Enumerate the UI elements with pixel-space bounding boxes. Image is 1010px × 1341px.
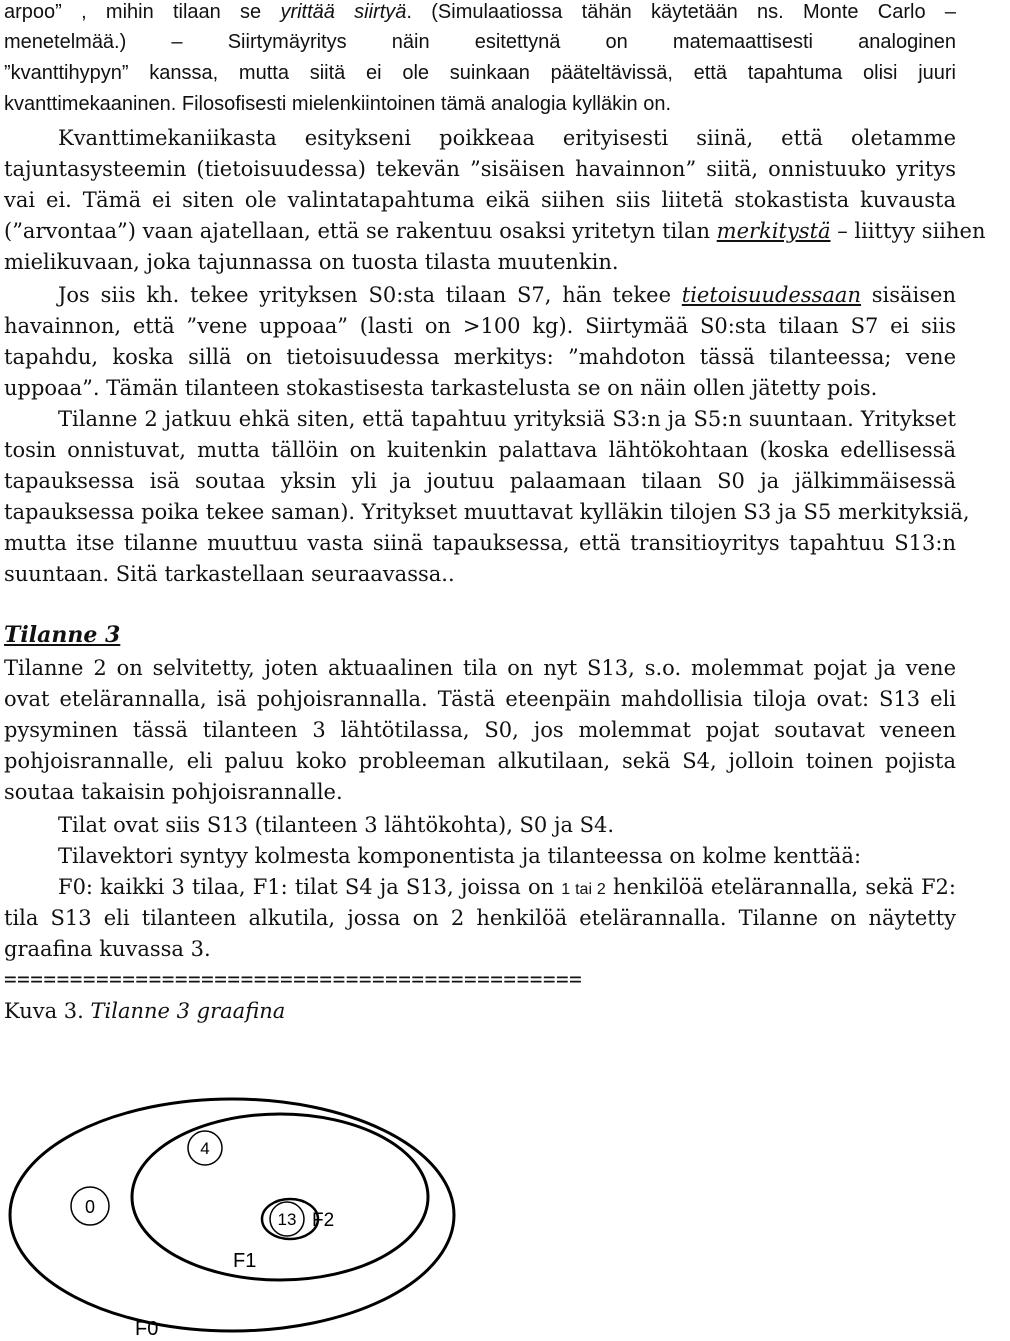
- field-f1-boundary: [132, 1114, 428, 1280]
- state-graph-diagram: [0, 1040, 960, 1340]
- state-node-label: 13: [277, 1210, 297, 1229]
- caption-label: Kuva 3.: [4, 999, 91, 1023]
- emphasis-text: tietoisuudessaan: [681, 283, 861, 307]
- text-line: Tilat ovat siis S13 (tilanteen 3 lähtökohta), S0 ja S4.: [58, 813, 615, 837]
- text-line: tila S13 eli tilanteen alkutila, jossa on 2 henkilöä etelärannalla. Tilanne on näytetty: [4, 906, 956, 930]
- text-run: henkilöä etelärannalla, sekä F2:: [605, 875, 956, 899]
- text-line: tapauksessa poika tekee saman). Yritykset muuttavat kylläkin tilojen S3 ja S5 merkityksiä,: [4, 500, 970, 524]
- text-line: tapahdu, koska sillä on tietoisuudessa merkitys: ”mahdoton tässä tilanteessa; vene: [4, 345, 956, 369]
- figure-caption: [4, 996, 956, 1027]
- text-line: tapauksessa isä soutaa yksin yli ja joutuu palaamaan tilaan S0 ja jälkimmäisessä: [4, 469, 956, 493]
- text-line: pysyminen tässä tilanteen 3 lähtötilassa, S0, jos molemmat pojat soutavat veneen: [4, 718, 956, 742]
- text-line: vai ei. Tämä ei siten ole valintatapahtuma eikä siihen siis liitetä stokastista kuvausta: [4, 188, 956, 212]
- state-node-label: 4: [200, 1139, 210, 1158]
- text-run: . (Simulaatiossa tähän käytetään ns. Monte Carlo –: [406, 1, 956, 23]
- field-label-f1: F1: [233, 1250, 257, 1272]
- text-line: [4, 280, 956, 311]
- text-run: – liittyy siihen: [830, 219, 986, 243]
- emphasis-text: merkitystä: [716, 219, 831, 243]
- text-line: Tilavektori syntyy kolmesta komponentista ja tilanteessa on kolme kenttää:: [58, 844, 862, 868]
- text-run: Jos siis kh. tekee yrityksen S0:sta tilaan S7, hän tekee: [58, 283, 682, 307]
- field-label-f0: F0: [135, 1318, 159, 1340]
- text-line: pohjoisrannalle, eli paluu koko probleeman alkutilaan, sekä S4, jolloin toinen pojista: [4, 749, 956, 773]
- emphasis-text: yrittää siirtyä: [280, 1, 407, 23]
- text-line: ovat etelärannalla, isä pohjoisrannalla. Tästä eteenpäin mahdollisia tiloja ovat: S13 eli: [4, 687, 956, 711]
- text-line: kvanttimekaaninen. Filosofisesti mielenkiintoinen tämä analogia kylläkin on.: [4, 93, 672, 115]
- field-label-f2: F2: [312, 1210, 335, 1231]
- text-run: 1 tai 2: [561, 881, 606, 898]
- text-line: Kvanttimekaniikasta esitykseni poikkeaa erityisesti siinä, että oletamme: [58, 126, 956, 150]
- caption-title: Tilanne 3 graafina: [90, 999, 286, 1023]
- text-run: F0: kaikki 3 tilaa, F1: tilat S4 ja S13, joissa on: [58, 875, 562, 899]
- text-line: graafina kuvassa 3.: [4, 937, 211, 961]
- text-line: [4, 216, 986, 247]
- section-heading: Tilanne 3: [4, 622, 121, 648]
- state-node-label: 0: [84, 1197, 96, 1217]
- text-run: (”arvontaa”) vaan ajatellaan, että se rakentuu osaksi yritetyn tilan: [4, 219, 717, 243]
- text-line: suuntaan. Sitä tarkastellaan seuraavassa..: [4, 562, 455, 586]
- text-line: Tilanne 2 on selvitetty, joten aktuaalinen tila on nyt S13, s.o. molemmat pojat ja vene: [4, 656, 956, 680]
- text-line: mielikuvaan, joka tajunnassa on tuosta tilasta muutenkin.: [4, 250, 619, 274]
- separator-rule: ============================================: [4, 967, 583, 991]
- text-line: tosin onnistuvat, mutta tällöin on kuitenkin palattava lähtökohtaan (koska edellisessä: [4, 438, 956, 462]
- text-line: ”kvanttihypyn” kanssa, mutta siitä ei ole suinkaan pääteltävissä, että tapahtuma olisi juuri: [4, 62, 956, 84]
- text-line: [4, 872, 956, 903]
- text-line: uppoaa”. Tämän tilanteen stokastisesta tarkastelusta se on näin ollen jätetty pois.: [4, 376, 878, 400]
- text-line: mutta itse tilanne muuttuu vasta siinä tapauksessa, että transitioyritys tapahtuu S13:n: [4, 531, 956, 555]
- text-line: soutaa takaisin pohjoisrannalle.: [4, 780, 343, 804]
- text-line: tajuntasysteemin (tietoisuudessa) tekevän ”sisäisen havainnon” siitä, onnistuuko yritys: [4, 157, 956, 181]
- text-line: Tilanne 2 jatkuu ehkä siten, että tapahtuu yrityksiä S3:n ja S5:n suuntaan. Yritykset: [58, 407, 956, 431]
- text-line: havainnon, että ”vene uppoaa” (lasti on >100 kg). Siirtymää S0:sta tilaan S7 ei siis: [4, 314, 956, 338]
- text-run: sisäisen: [860, 283, 956, 307]
- text-line: [4, 0, 956, 27]
- text-line: menetelmää.) – Siirtymäyritys näin esitettynä on matemaattisesti analoginen: [4, 31, 956, 53]
- text-run: arpoo” , mihin tilaan se: [4, 1, 281, 23]
